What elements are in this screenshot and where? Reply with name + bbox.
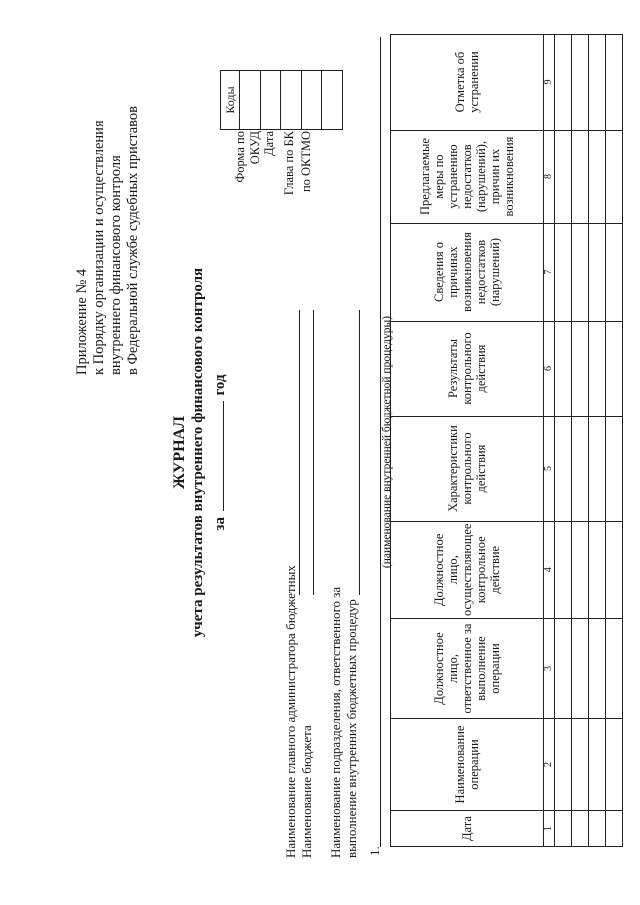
table-cell[interactable] xyxy=(606,619,623,719)
table-cell[interactable] xyxy=(572,34,589,130)
table-cell[interactable] xyxy=(589,130,606,223)
table-cell[interactable] xyxy=(555,130,572,223)
table-cell[interactable] xyxy=(572,811,589,847)
col-header-causes: Сведения о причинах возникновения недостатков (нарушений) xyxy=(391,223,544,321)
col-number: 6 xyxy=(544,321,555,416)
oktmo-label: по ОКТМО xyxy=(299,131,313,193)
table-cell[interactable] xyxy=(555,416,572,521)
table-cell[interactable] xyxy=(589,719,606,811)
appendix-line: в Федеральной службе судебных приставов xyxy=(125,106,141,375)
table-cell[interactable] xyxy=(589,521,606,618)
col-number: 9 xyxy=(544,34,555,130)
table-cell[interactable] xyxy=(606,130,623,223)
col-header-date: Дата xyxy=(391,811,544,847)
col-number: 5 xyxy=(544,416,555,521)
col-header-controller: Должностное лицо, осуществляющее контрольное действие xyxy=(391,521,544,618)
table-cell[interactable] xyxy=(589,321,606,416)
table-cell[interactable] xyxy=(606,34,623,130)
subdivision-label-line1: Наименование подразделения, ответственного за xyxy=(328,586,343,858)
codes-table xyxy=(220,70,343,130)
admin-field-line[interactable] xyxy=(299,310,300,595)
subdivision-field-line[interactable] xyxy=(359,310,360,595)
budget-label: Наименование бюджета xyxy=(299,725,314,858)
table-cell[interactable] xyxy=(606,416,623,521)
date-label: Дата xyxy=(262,131,276,156)
table-cell[interactable] xyxy=(555,619,572,719)
table-cell[interactable] xyxy=(572,416,589,521)
col-header-operation: Наименование операции xyxy=(391,719,544,811)
period-prefix: за xyxy=(212,517,228,531)
col-number: 7 xyxy=(544,223,555,321)
codes-header: Коды xyxy=(221,71,240,130)
table-cell[interactable] xyxy=(555,34,572,130)
journal-table xyxy=(390,34,623,847)
table-cell[interactable] xyxy=(589,416,606,521)
table-cell[interactable] xyxy=(606,811,623,847)
table-row xyxy=(606,34,623,846)
table-row xyxy=(555,34,572,846)
subdivision-label-line2: выполнение внутренних бюджетных процедур xyxy=(344,599,359,858)
table-cell[interactable] xyxy=(589,223,606,321)
table-cell[interactable] xyxy=(555,521,572,618)
form-label: Форма по xyxy=(233,131,247,183)
date-code-cell[interactable] xyxy=(260,71,281,130)
appendix-line: к Порядку организации и осуществления xyxy=(91,120,107,375)
section-number: 1. xyxy=(367,846,382,856)
oktmo-code-cell[interactable] xyxy=(301,71,322,130)
table-cell[interactable] xyxy=(606,521,623,618)
okud-label: ОКУД xyxy=(248,131,262,165)
col-number: 8 xyxy=(544,130,555,223)
col-header-measures: Предлагаемые меры по устранению недостатков (нарушений), причин их возникновения xyxy=(391,130,544,223)
admin-label: Наименование главного администратора бюджетных xyxy=(283,565,298,858)
period-suffix: год xyxy=(212,374,228,396)
table-cell[interactable] xyxy=(555,811,572,847)
table-row xyxy=(572,34,589,846)
appendix-line: внутреннего финансового контроля xyxy=(108,155,124,375)
table-cell[interactable] xyxy=(606,321,623,416)
table-cell[interactable] xyxy=(572,223,589,321)
journal-rows xyxy=(555,34,623,846)
bk-label: Глава по БК xyxy=(282,131,296,196)
col-header-elimination: Отметка об устранении xyxy=(391,34,544,130)
table-cell[interactable] xyxy=(606,719,623,811)
col-header-results: Результаты контрольного действия xyxy=(391,321,544,416)
procedure-caption: (наименование внутренней бюджетной процедуры) xyxy=(381,315,393,569)
col-number: 1 xyxy=(544,811,555,847)
journal-title: ЖУРНАЛ xyxy=(171,415,188,490)
period-line xyxy=(210,0,229,905)
col-number: 2 xyxy=(544,719,555,811)
table-cell[interactable] xyxy=(572,321,589,416)
table-cell[interactable] xyxy=(572,719,589,811)
period-year-field[interactable] xyxy=(210,401,224,511)
table-cell[interactable] xyxy=(572,521,589,618)
col-number: 4 xyxy=(544,521,555,618)
table-cell[interactable] xyxy=(555,223,572,321)
extra-code-cell[interactable] xyxy=(322,71,343,130)
table-cell[interactable] xyxy=(589,811,606,847)
table-row xyxy=(589,34,606,846)
table-cell[interactable] xyxy=(572,619,589,719)
col-number: 3 xyxy=(544,619,555,719)
bk-code-cell[interactable] xyxy=(281,71,302,130)
table-cell[interactable] xyxy=(555,719,572,811)
table-cell[interactable] xyxy=(555,321,572,416)
table-cell[interactable] xyxy=(572,130,589,223)
journal-subtitle: учета результатов внутреннего финансового контроля xyxy=(190,267,206,638)
col-header-characteristics: Характеристики контрольного действия xyxy=(391,416,544,521)
okud-code-cell[interactable] xyxy=(240,71,261,130)
budget-field-line[interactable] xyxy=(313,310,314,595)
table-cell[interactable] xyxy=(589,619,606,719)
appendix-header xyxy=(74,106,142,375)
col-header-responsible: Должностное лицо, ответственное за выполнение операции xyxy=(391,619,544,719)
table-cell[interactable] xyxy=(606,223,623,321)
appendix-line: Приложение № 4 xyxy=(74,268,90,375)
table-cell[interactable] xyxy=(589,34,606,130)
